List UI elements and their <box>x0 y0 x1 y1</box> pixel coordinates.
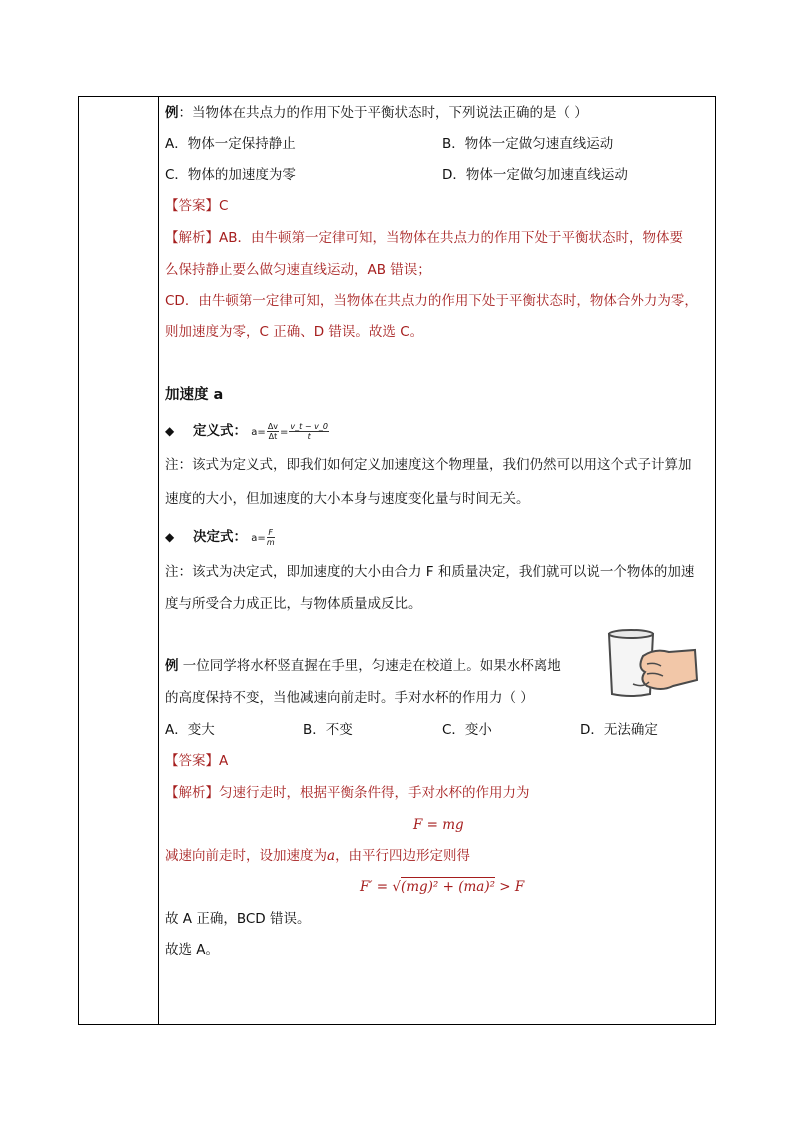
fraction-vt-v0-t <box>289 422 328 441</box>
formula-radicand: (mg)² + (ma)² <box>400 879 496 895</box>
determinant-formula <box>165 527 276 549</box>
answer-value: C <box>219 198 229 214</box>
analysis-line-4: 则加速度为零，C 正确、D 错误。故选 C。 <box>165 324 424 340</box>
diamond-bullet-icon: ◆ <box>165 530 175 544</box>
answer-tag: 【答案】 <box>165 753 219 769</box>
option-b: B．物体一定做匀速直线运动 <box>442 136 614 152</box>
determinant-note-1: 注：该式为决定式，即加速度的大小由合力 F 和质量决定，我们就可以说一个物体的加速 <box>165 564 695 580</box>
example2-question-2: 的高度保持不变，当他减速向前走时。手对水杯的作用力（ ） <box>165 690 534 706</box>
example1-question <box>165 103 588 123</box>
analysis-text: ，由平行四边形定则得 <box>335 848 471 864</box>
definition-label: 定义式： <box>193 423 247 439</box>
determinant-note-2: 度与所受合力成正比，与物体质量成反比。 <box>165 596 422 612</box>
example-label: 例 <box>165 658 179 674</box>
answer-line <box>165 196 228 216</box>
formula-f-equals-mg: F = mg <box>413 817 464 833</box>
cup-illustration <box>603 628 699 700</box>
determinant-label: 决定式： <box>193 529 247 545</box>
diamond-bullet-icon: ◆ <box>165 424 175 438</box>
definition-note-1: 注：该式为定义式，即我们如何定义加速度这个物理量，我们仍然可以用这个式子计算加 <box>165 457 692 473</box>
analysis-line-3: CD．由牛顿第一定律可知，当物体在共点力的作用下处于平衡状态时，物体合外力为零， <box>165 293 698 309</box>
definition-formula <box>165 421 330 443</box>
option-b: B．不变 <box>303 722 353 738</box>
fraction-f-m <box>267 528 275 547</box>
option-d: D．无法确定 <box>580 722 658 738</box>
det-prefix: a= <box>251 533 266 544</box>
analysis-line-1 <box>165 228 683 248</box>
formula-rhs: > F <box>495 879 525 895</box>
option-c: C．变小 <box>442 722 492 738</box>
analysis-tag: 【解析】 <box>165 230 219 246</box>
definition-note-2: 速度的大小，但加速度的大小本身与速度变化量与时间无关。 <box>165 491 530 507</box>
variable-a: a <box>327 848 336 864</box>
table-column-divider <box>158 96 159 1025</box>
example-label: 例 <box>165 105 179 121</box>
section-title: 加速度 a <box>165 387 224 403</box>
def-prefix: a= <box>251 427 266 438</box>
formula-f-prime <box>360 877 524 897</box>
def-eq: = <box>280 427 289 438</box>
frac-num: v_t − v_0 <box>290 421 328 431</box>
frac-num: F <box>268 527 274 537</box>
analysis-text: 匀速行走时，根据平衡条件得，手对水杯的作用力为 <box>219 785 530 801</box>
question-text: ：当物体在共点力的作用下处于平衡状态时，下列说法正确的是（ ） <box>178 105 588 121</box>
conclusion-1: 故 A 正确，BCD 错误。 <box>165 911 311 927</box>
analysis-line-2 <box>165 846 470 866</box>
analysis-line-2: 么保持静止要么做匀速直线运动，AB 错误； <box>165 262 431 278</box>
sqrt-icon: √ <box>392 879 401 895</box>
example2-question-1 <box>165 656 561 676</box>
option-c: C．物体的加速度为零 <box>165 167 296 183</box>
conclusion-2: 故选 A。 <box>165 942 220 958</box>
answer-line <box>165 751 228 771</box>
frac-den: t <box>307 431 311 441</box>
fraction-dv-dt <box>267 422 279 441</box>
formula-lhs: F′ = <box>360 879 393 895</box>
analysis-tag: 【解析】 <box>165 785 219 801</box>
question-text: 一位同学将水杯竖直握在手里，匀速走在校道上。如果水杯离地 <box>182 658 561 674</box>
analysis-line-1 <box>165 783 530 803</box>
answer-tag: 【答案】 <box>165 198 219 214</box>
option-a: A．变大 <box>165 722 215 738</box>
frac-num: Δv <box>267 421 279 431</box>
frac-den: m <box>266 537 275 547</box>
option-a: A．物体一定保持静止 <box>165 136 296 152</box>
analysis-text: 减速向前走时，设加速度为 <box>165 848 327 864</box>
cup-in-hand-image <box>603 628 699 700</box>
option-d: D．物体一定做匀加速直线运动 <box>442 167 628 183</box>
frac-den: Δt <box>268 431 278 441</box>
analysis-text: AB．由牛顿第一定律可知，当物体在共点力的作用下处于平衡状态时，物体要 <box>219 230 683 246</box>
answer-value: A <box>219 753 229 769</box>
